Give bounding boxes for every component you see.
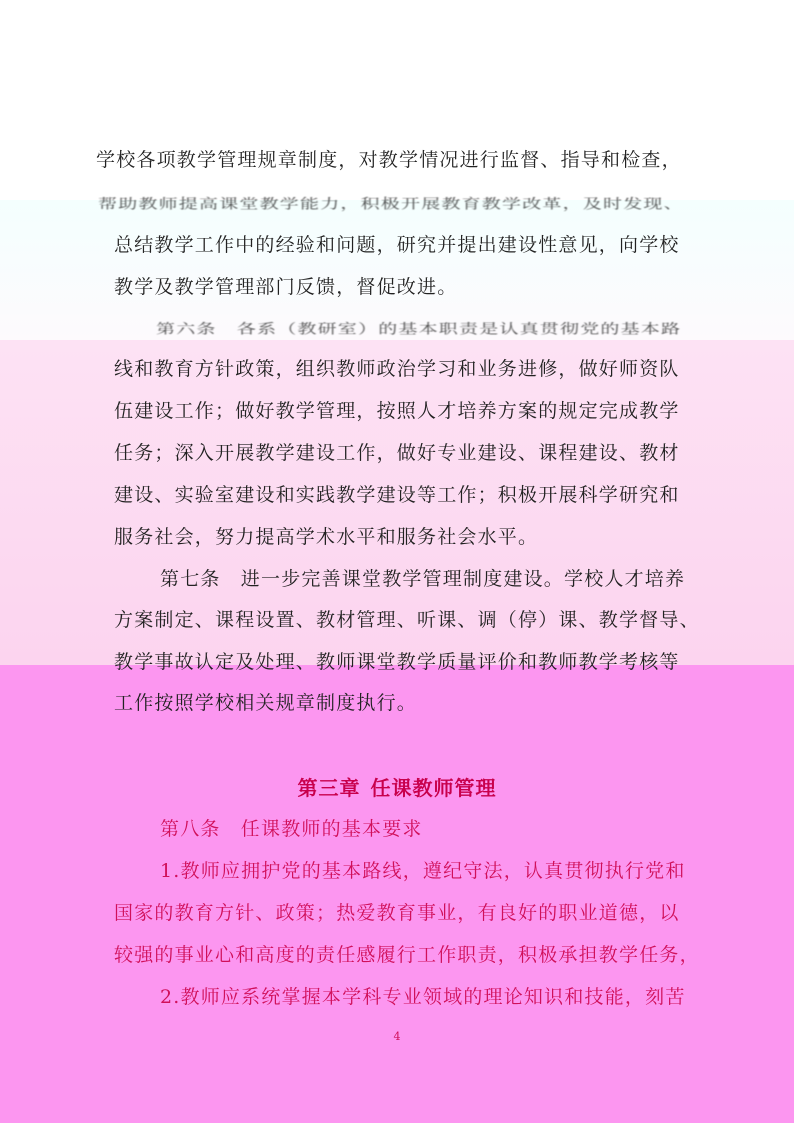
list-item-line: 1.教师应拥护党的基本路线，遵纪守法，认真贯彻执行党和 xyxy=(160,860,686,882)
paragraph-line: 方案制定、课程设置、教材管理、听课、调（停）课、教学督导、 xyxy=(114,609,700,631)
paragraph-line: 学校各项教学管理规章制度，对教学情况进行监督、指导和检查， xyxy=(96,149,682,171)
chapter-title: 任课教师管理 xyxy=(370,776,497,800)
article-8-line: 第八条 任课教师的基本要求 xyxy=(160,818,423,840)
article-6-line: 第六条 各系（教研室）的基本职责是认真贯彻党的基本路 xyxy=(156,321,682,337)
paragraph-line: 伍建设工作；做好教学管理，按照人才培养方案的规定完成教学 xyxy=(114,400,680,422)
chapter-heading xyxy=(0,772,794,801)
chapter-number: 第三章 xyxy=(297,776,361,800)
paragraph-line: 工作按照学校相关规章制度执行。 xyxy=(114,692,418,714)
paragraph-line: 国家的教育方针、政策；热爱教育事业，有良好的职业道德，以 xyxy=(114,902,680,924)
paragraph-line: 教学事故认定及处理、教师课堂教学质量评价和教师教学考核等 xyxy=(114,651,680,673)
article-7-line: 第七条 进一步完善课堂教学管理制度建设。学校人才培养 xyxy=(160,568,686,590)
list-item-line: 2.教师应系统掌握本学科专业领域的理论知识和技能，刻苦 xyxy=(160,986,686,1008)
page-number: 4 xyxy=(393,1030,401,1043)
paragraph-line: 较强的事业心和高度的责任感履行工作职责，积极承担教学任务， xyxy=(114,944,700,966)
paragraph-line: 总结教学工作中的经验和问题，研究并提出建设性意见，向学校 xyxy=(114,234,680,256)
paragraph-line: 服务社会，努力提高学术水平和服务社会水平。 xyxy=(114,526,539,548)
background-band-magenta xyxy=(0,665,794,1123)
paragraph-line: 线和教育方针政策，组织教师政治学习和业务进修，做好师资队 xyxy=(114,358,680,380)
paragraph-line: 任务；深入开展教学建设工作，做好专业建设、课程建设、教材 xyxy=(114,442,680,464)
paragraph-line: 教学及教学管理部门反馈，督促改进。 xyxy=(114,276,458,298)
paragraph-line: 帮助教师提高课堂教学能力，积极开展教育教学改革，及时发现、 xyxy=(98,196,684,212)
paragraph-line: 建设、实验室建设和实践教学建设等工作；积极开展科学研究和 xyxy=(114,484,680,506)
